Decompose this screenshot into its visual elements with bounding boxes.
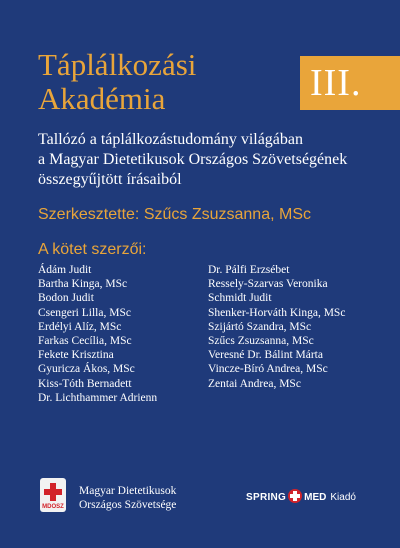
author-name: Fekete Krisztina <box>38 349 114 362</box>
author-name: Farkas Cecília, MSc <box>38 335 132 348</box>
author-name: Szijártó Szandra, MSc <box>208 320 312 333</box>
subtitle-line-2: a Magyar Dietetikusok Országos Szövetségének <box>38 151 348 168</box>
book-title <box>38 48 196 116</box>
authors-list-left <box>38 263 157 405</box>
author-name: Vincze-Bíró Andrea, MSc <box>208 363 328 376</box>
author-name: Kiss-Tóth Bernadett <box>38 377 132 390</box>
author-name: Dr. Pálfi Erzsébet <box>208 264 290 276</box>
author-name: Ádám Judit <box>38 264 92 276</box>
mdosz-logo-icon <box>40 478 66 512</box>
org-name-line-2: Országos Szövetsége <box>79 499 177 511</box>
book-subtitle <box>38 130 388 190</box>
publisher-med-text: MED <box>304 492 327 503</box>
volume-badge: III. <box>300 56 400 110</box>
authors-heading: A kötet szerzői: <box>38 241 147 258</box>
organization-name <box>79 484 176 512</box>
mdosz-logo-text: MDOSZ <box>42 504 64 510</box>
medical-cross-icon <box>288 489 302 503</box>
publisher-logo <box>246 489 356 509</box>
publisher-spring-text: SPRING <box>246 492 287 503</box>
author-name: Veresné Dr. Bálint Márta <box>208 349 323 362</box>
title-line-1: Táplálkozási <box>38 47 197 82</box>
author-name: Szűcs Zsuzsanna, MSc <box>208 335 314 348</box>
author-name: Gyuricza Ákos, MSc <box>38 363 135 376</box>
author-name: Bodon Judit <box>38 292 94 305</box>
author-name: Schmidt Judit <box>208 292 272 305</box>
cover-footer <box>0 458 400 548</box>
author-name: Ressely-Szarvas Veronika <box>208 278 328 291</box>
editor-credit: Szerkesztette: Szűcs Zsuzsanna, MSc <box>38 206 311 223</box>
author-name: Csengeri Lilla, MSc <box>38 306 131 319</box>
author-name: Zentai Andrea, MSc <box>208 377 301 390</box>
org-name-line-1: Magyar Dietetikusok <box>79 485 177 497</box>
author-name: Dr. Lichthammer Adrienn <box>38 391 158 404</box>
publisher-kiado-text: Kiadó <box>330 492 356 503</box>
title-line-2: Akadémia <box>38 81 166 116</box>
subtitle-line-1: Tallózó a táplálkozástudomány világában <box>38 131 304 148</box>
author-name: Bartha Kinga, MSc <box>38 278 128 291</box>
subtitle-line-3: összegyűjtött írásaiból <box>38 171 182 188</box>
author-name: Shenker-Horváth Kinga, MSc <box>208 306 346 319</box>
authors-list-right <box>208 263 345 391</box>
author-name: Erdélyi Alíz, MSc <box>38 320 122 333</box>
